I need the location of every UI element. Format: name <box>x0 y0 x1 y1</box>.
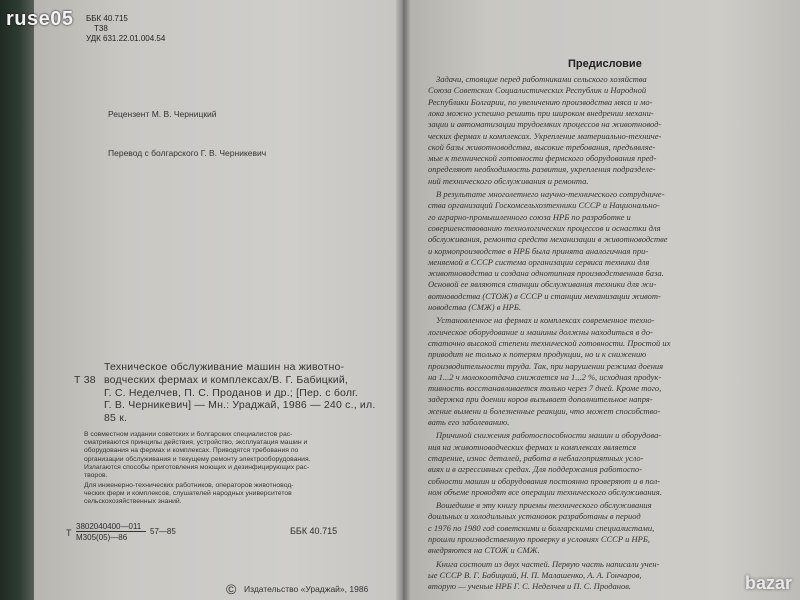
left-page <box>34 0 400 600</box>
preface-line: ния на животноводческих фермах и комплексах является <box>428 441 637 452</box>
biblio-code: Т 38 <box>74 374 96 386</box>
book-gutter <box>396 0 410 600</box>
preface-line: лока можно успешно решить при широком внедрении механи- <box>428 107 654 118</box>
preface-line: Союза Советских Социалистических Республик и Народной <box>428 85 647 96</box>
preface-line: обслуживания, ремонта средств механизации в животноводстве <box>428 234 668 245</box>
preface-line: Республики Болгарии, по увеличению производства мяса и мо- <box>428 96 653 107</box>
preface-line: приводит не только к потерям продукции, но и к снижению <box>428 349 647 360</box>
preface-line: ний технического обслуживания и ремонта. <box>428 175 589 186</box>
preface-line: на 1...2 ч молокоотдача снижается на 1...2 %, исходная продук- <box>428 371 662 382</box>
bbk-code: ББК 40.715 <box>86 14 128 23</box>
abstract-line: оборудования на фермах и комплексах. Приводятся требования по <box>84 447 299 455</box>
preface-line: ской базы животноводства, высокие требования, предъявляе- <box>428 141 656 152</box>
fraction-numerator: 3802040400—011 <box>76 522 142 531</box>
preface-line: определяют необходимость развития, укрепления подразделе- <box>428 164 656 175</box>
biblio-line: Г. С. Неделчев, П. С. Проданов и др.; [Пер. с болг. <box>104 386 359 399</box>
preface-line: статочно высокой степени технической готовности. Простой их <box>428 337 671 348</box>
preface-line: и кормопроизводстве в НРБ была принята аналогичная при- <box>428 245 649 256</box>
preface-line: Книга состоит из двух частей. Первую часть написали учен- <box>436 558 660 569</box>
preface-line: новодства (СМЖ) в НРБ. <box>428 302 522 312</box>
preface-line: ческих фермах и комплексах. Укрепление материально-техниче- <box>428 130 662 141</box>
fraction-bar <box>76 531 146 532</box>
preface-line: старение, износ деталей, работа в неблагоприятных усло- <box>428 452 644 463</box>
preface-line: В результате многолетнего научно-технического сотрудниче- <box>436 189 665 199</box>
preface-line: Вошедшие в эту книгу приемы технического обслуживания <box>436 500 652 511</box>
abstract-line: В совместном издании советских и болгарских специалистов рас- <box>84 431 293 438</box>
preface-line: животноводства и создана однотипная производственная база. <box>428 268 664 279</box>
t38-code: Т38 <box>94 24 108 33</box>
abstract-line: Излагаются способы приготовления моющих и дезинфицирующих рас- <box>84 463 310 471</box>
preface-line: тивность восстанавливается только через 7 дней. Кроме того, <box>428 383 662 394</box>
udk-code: УДК 631.22.01.004.54 <box>86 34 166 43</box>
watermark-logo-bottom: bazar <box>744 573 792 593</box>
preface-line: задержка при доении коров вызывает дополнительное напря- <box>428 394 653 405</box>
biblio-line: Техническое обслуживание машин на животно- <box>104 361 345 373</box>
abstract-line: творов. <box>84 472 108 479</box>
preface-line: логическое оборудование и машины должны находиться в до- <box>428 326 653 337</box>
preface-line: Основой ее являются станции обслуживания техники для жи- <box>428 279 657 290</box>
preface-line: ые СССР В. Г. Бабицкий, Н. П. Малашенко, А. А. Гончаров, <box>428 569 642 580</box>
translator-line: Перевод с болгарского Г. В. Черникевич <box>108 148 267 158</box>
biblio-line: Г. В. Черникевич] — Мн.: Ураджай, 1986 — 240 с., ил. <box>104 399 376 412</box>
preface-line: меняемой в СССР система организации сервиса техники для <box>428 256 650 267</box>
fraction-suffix: 57—85 <box>150 527 176 536</box>
preface-title: Предисловие <box>568 58 642 70</box>
preface-line: вотноводства (СТОЖ) в СССР и станции механизации живот- <box>428 290 661 301</box>
preface-line: зации и автоматизации трудоемких процессов на животновод- <box>428 119 662 130</box>
preface-line: вторую — ученые НРБ Г. С. Неделчев и П. С. Проданов. <box>428 581 632 592</box>
reviewer-line: Рецензент М. В. Черницкий <box>108 109 217 119</box>
abstract-line: сматриваются принципы действия, устройство, эксплуатация машин и <box>84 439 308 447</box>
preface-line: жение вымени и болезненные реакции, что может способство- <box>428 405 661 416</box>
biblio-line: водческих фермах и комплексах/В. Г. Бабицкий, <box>104 373 349 386</box>
copyright-icon: © <box>226 581 237 597</box>
preface-line: го аграрно-промышленного союза НРБ по разработке и <box>428 211 631 222</box>
preface-line: доильных и холодильных установок разработаны в период <box>428 511 641 522</box>
watermark-logo-top: ruse05 <box>6 8 74 30</box>
preface-line: виях и в агрессивных средах. Для поддержания работоспо- <box>428 464 643 475</box>
biblio-line: 85 к. <box>104 412 128 425</box>
preface-line: собности машин и оборудования постоянно проверяют и в пол- <box>428 475 661 486</box>
audience-line: ческих ферм и комплексов, слушателей народных университетов <box>84 490 292 498</box>
preface-line: мые к технической готовности фермского оборудования пред- <box>428 153 657 164</box>
preface-line: вать его заболеванию. <box>428 417 510 427</box>
preface-line: прошли производственную проверку в условиях СССР и НРБ, <box>428 534 650 544</box>
preface-line: с 1976 по 1980 год советскими и болгарскими специалистами, <box>428 522 655 533</box>
bbk-bottom: ББК 40.715 <box>290 526 338 536</box>
preface-line: Задачи, стоящие перед работниками сельского хозяйства <box>436 74 647 84</box>
preface-line: Установленное на фермах и комплексах современное техно- <box>436 315 655 326</box>
publisher-line: Издательство «Ураджай», 1986 <box>244 584 369 594</box>
preface-line: ном объеме проводят все операции технического обслуживания. <box>428 486 662 497</box>
preface-line: совершенствованию технологических процессов и оснастки для <box>428 222 661 233</box>
book-cover-edge <box>0 0 34 600</box>
fraction-denominator: М305(05)—86 <box>76 533 128 542</box>
preface-line: Причиной снижения работоспособности машин и оборудова- <box>436 430 662 441</box>
preface-line: ства организаций Госкомсельхозтехники СССР и Национально- <box>428 200 660 211</box>
preface-line: внедряются на СТОЖ и СМЖ. <box>428 545 540 556</box>
audience-line: Для инженерно-технических работников, операторов животновод- <box>84 482 294 489</box>
audience-line: сельскохозяйственных знаний. <box>84 498 182 506</box>
fraction-prefix: Т <box>66 528 72 538</box>
preface-line: производительности труда. Так, при нарушении режима доения <box>428 360 664 371</box>
abstract-line: организации обслуживания и текущему ремонту электрооборудования. <box>84 455 311 463</box>
